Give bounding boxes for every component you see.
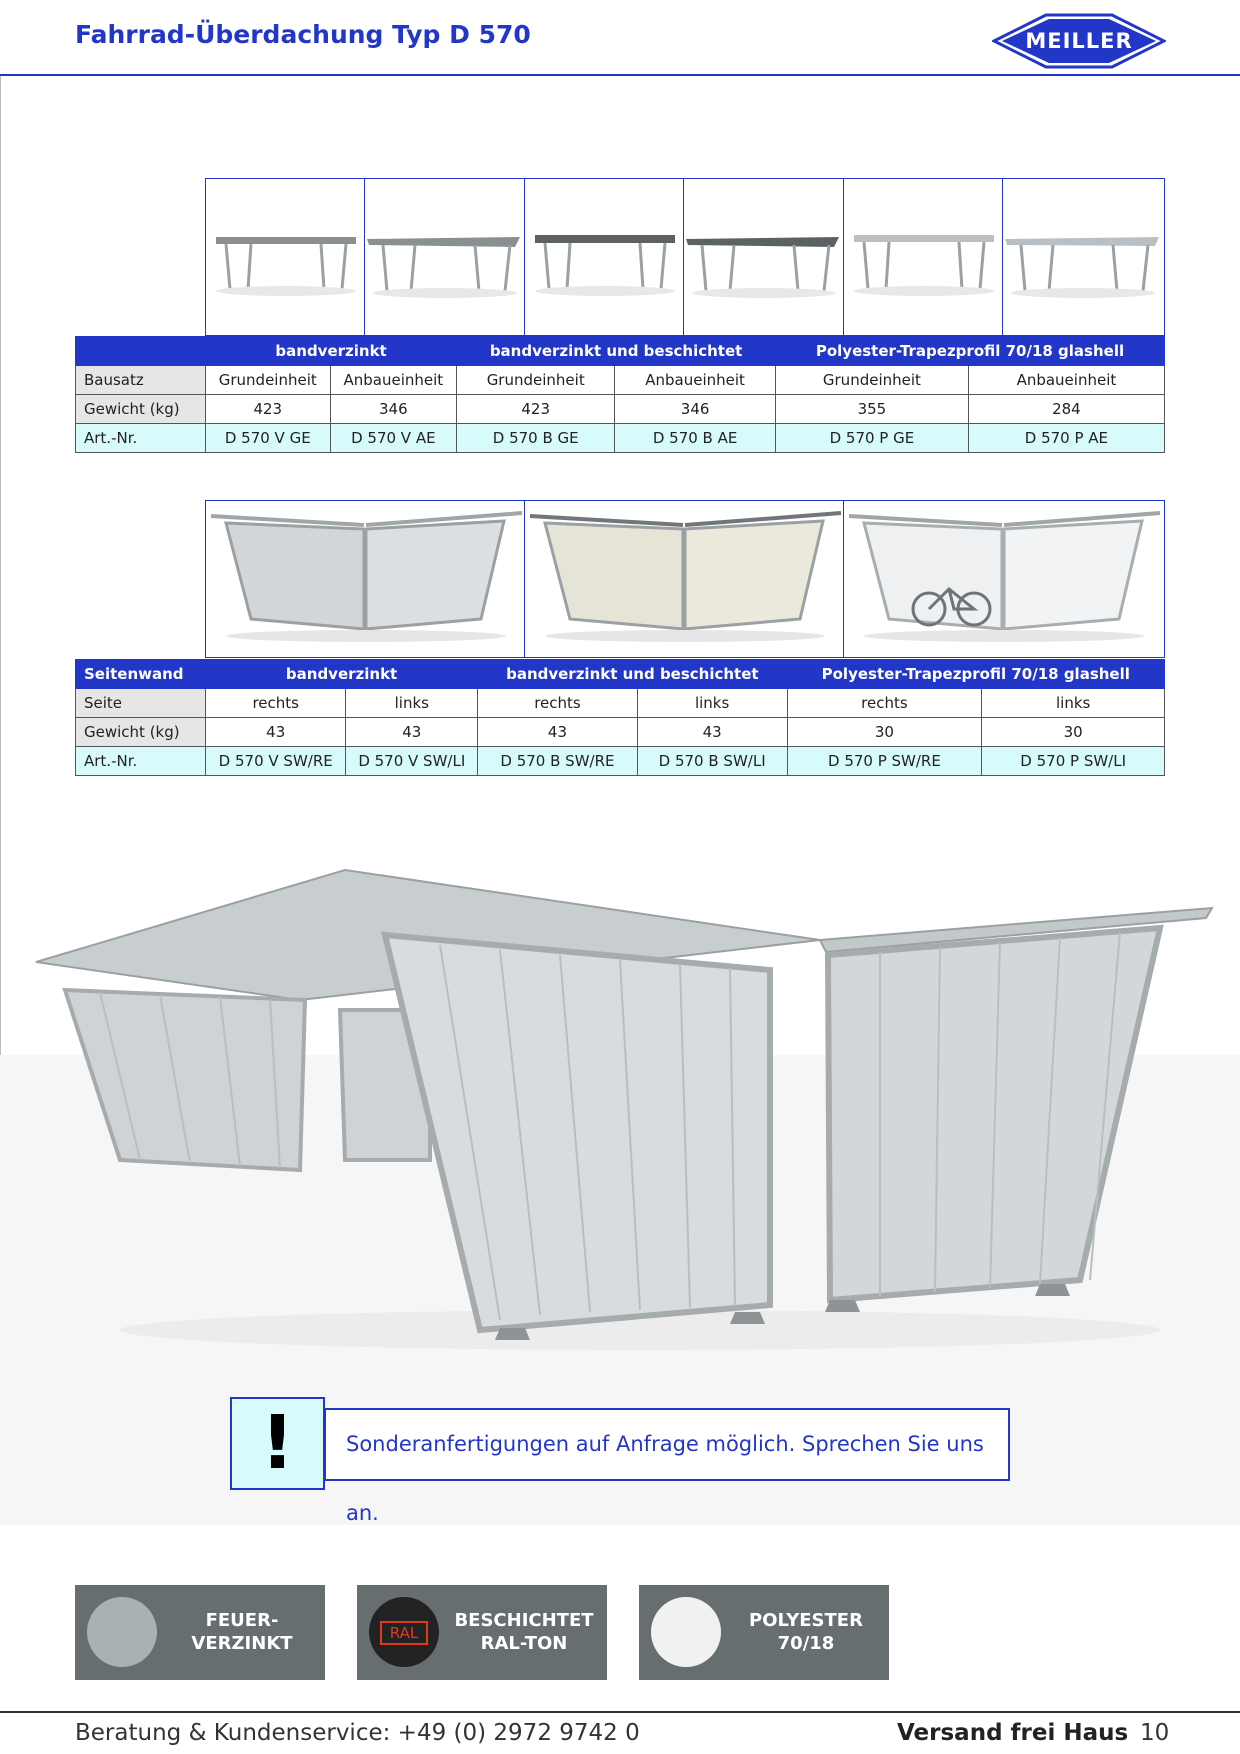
material-label-line2: RAL-TON <box>480 1633 568 1654</box>
material-label <box>167 1609 317 1655</box>
row-label: Seite <box>76 689 206 718</box>
table-cell: 423 <box>457 395 615 424</box>
table-cell: rechts <box>206 689 346 718</box>
table-cell: rechts <box>787 689 982 718</box>
table-cell: Grundeinheit <box>206 366 331 395</box>
table-cell: 30 <box>982 718 1165 747</box>
polyester-swatch-icon <box>651 1597 721 1667</box>
header-divider <box>0 74 1240 76</box>
row-label: Art.-Nr. <box>76 747 206 776</box>
table-header-label <box>76 337 206 366</box>
side-wall-illustration <box>844 501 1164 657</box>
table-cell: D 570 P AE <box>968 424 1164 453</box>
spec-table-roof <box>75 336 1165 453</box>
notice-icon-box <box>230 1397 325 1490</box>
material-label <box>731 1609 881 1655</box>
table-header-cell: bandverzinkt und beschichtet <box>457 337 776 366</box>
material-tile-galvanized <box>75 1585 325 1680</box>
table-row <box>76 718 1165 747</box>
footer-service: Beratung & Kundenservice: +49 (0) 2972 9742 0 <box>75 1720 640 1746</box>
roof-unit-illustration <box>525 179 683 335</box>
material-label-line1: POLYESTER <box>749 1610 863 1631</box>
table-header-cell: bandverzinkt <box>206 337 457 366</box>
table-cell: 30 <box>787 718 982 747</box>
table-cell: D 570 V AE <box>330 424 457 453</box>
table-cell: 43 <box>637 718 787 747</box>
table-cell: 346 <box>615 395 776 424</box>
table-cell: Anbaueinheit <box>330 366 457 395</box>
table-cell: D 570 V SW/RE <box>206 747 346 776</box>
bike-shelter-render <box>0 860 1240 1380</box>
row-label: Gewicht (kg) <box>76 395 206 424</box>
logo-label-wrap <box>992 13 1166 69</box>
table-cell: D 570 B GE <box>457 424 615 453</box>
table-row <box>76 395 1165 424</box>
table-cell: D 570 B AE <box>615 424 776 453</box>
row-label: Bausatz <box>76 366 206 395</box>
galvanized-swatch-icon <box>87 1597 157 1667</box>
photo-wall-v <box>205 500 525 658</box>
table-cell: D 570 P SW/LI <box>982 747 1165 776</box>
table-cell: rechts <box>478 689 638 718</box>
table-cell: links <box>346 689 478 718</box>
table-cell: links <box>982 689 1165 718</box>
footer-divider <box>0 1711 1240 1713</box>
table-cell: D 570 V SW/LI <box>346 747 478 776</box>
photo-roof-b-ae <box>683 178 844 336</box>
table-cell: 346 <box>330 395 457 424</box>
table-cell: D 570 P GE <box>775 424 968 453</box>
ral-swatch-icon <box>369 1597 439 1667</box>
table-cell: Grundeinheit <box>775 366 968 395</box>
photo-roof-v-ge <box>205 178 365 336</box>
row-label: Art.-Nr. <box>76 424 206 453</box>
table-header-row <box>76 337 1165 366</box>
exclamation-icon: ! <box>260 1400 295 1486</box>
table-cell: 423 <box>206 395 331 424</box>
logo-text: MEILLER <box>1025 29 1133 53</box>
table-header-row <box>76 660 1165 689</box>
spec-table-sidewall <box>75 659 1165 776</box>
roof-unit-illustration <box>365 179 524 335</box>
ral-badge: RAL <box>380 1621 428 1645</box>
table-cell: Anbaueinheit <box>615 366 776 395</box>
table-cell: D 570 B SW/RE <box>478 747 638 776</box>
table-cell: 43 <box>206 718 346 747</box>
table-header-cell: bandverzinkt <box>206 660 478 689</box>
side-wall-illustration <box>206 501 524 657</box>
table-header-label: Seitenwand <box>76 660 206 689</box>
table-cell: 284 <box>968 395 1164 424</box>
table-row <box>76 689 1165 718</box>
table-header-cell: Polyester-Trapezprofil 70/18 glashell <box>787 660 1164 689</box>
photo-roof-v-ae <box>364 178 525 336</box>
table-cell: 355 <box>775 395 968 424</box>
roof-unit-illustration <box>1003 179 1164 335</box>
notice-box <box>324 1408 1010 1525</box>
table-header-cell: Polyester-Trapezprofil 70/18 glashell <box>775 337 1164 366</box>
table-cell: D 570 V GE <box>206 424 331 453</box>
table-row <box>76 366 1165 395</box>
material-tile-ral <box>357 1585 607 1680</box>
table-cell: D 570 B SW/LI <box>637 747 787 776</box>
page-number: 10 <box>1140 1720 1170 1746</box>
table-cell: D 570 P SW/RE <box>787 747 982 776</box>
notice-text: Sonderanfertigungen auf Anfrage möglich. Sprechen Sie uns an. <box>346 1432 984 1525</box>
table-row-article <box>76 424 1165 453</box>
table-cell: 43 <box>478 718 638 747</box>
material-label-line2: 70/18 <box>777 1633 835 1654</box>
material-tile-polyester <box>639 1585 889 1680</box>
material-label-line1: BESCHICHTET <box>454 1610 594 1631</box>
roof-unit-illustration <box>844 179 1002 335</box>
side-wall-illustration <box>525 501 843 657</box>
table-cell: 43 <box>346 718 478 747</box>
roof-unit-illustration <box>684 179 843 335</box>
table-cell: Anbaueinheit <box>968 366 1164 395</box>
material-label-line1: FEUER- <box>205 1610 279 1631</box>
photo-wall-p <box>843 500 1165 658</box>
table-header-cell: bandverzinkt und beschichtet <box>478 660 787 689</box>
row-label: Gewicht (kg) <box>76 718 206 747</box>
photo-roof-b-ge <box>524 178 684 336</box>
roof-unit-illustration <box>206 179 364 335</box>
photo-roof-p-ae <box>1002 178 1165 336</box>
footer-shipping: Versand frei Haus <box>897 1720 1129 1746</box>
page-title: Fahrrad-Überdachung Typ D 570 <box>75 20 531 49</box>
table-cell: links <box>637 689 787 718</box>
material-label-line2: VERZINKT <box>191 1633 293 1654</box>
material-label <box>449 1609 599 1655</box>
table-row-article <box>76 747 1165 776</box>
table-cell: Grundeinheit <box>457 366 615 395</box>
photo-roof-p-ge <box>843 178 1003 336</box>
photo-wall-b <box>524 500 844 658</box>
